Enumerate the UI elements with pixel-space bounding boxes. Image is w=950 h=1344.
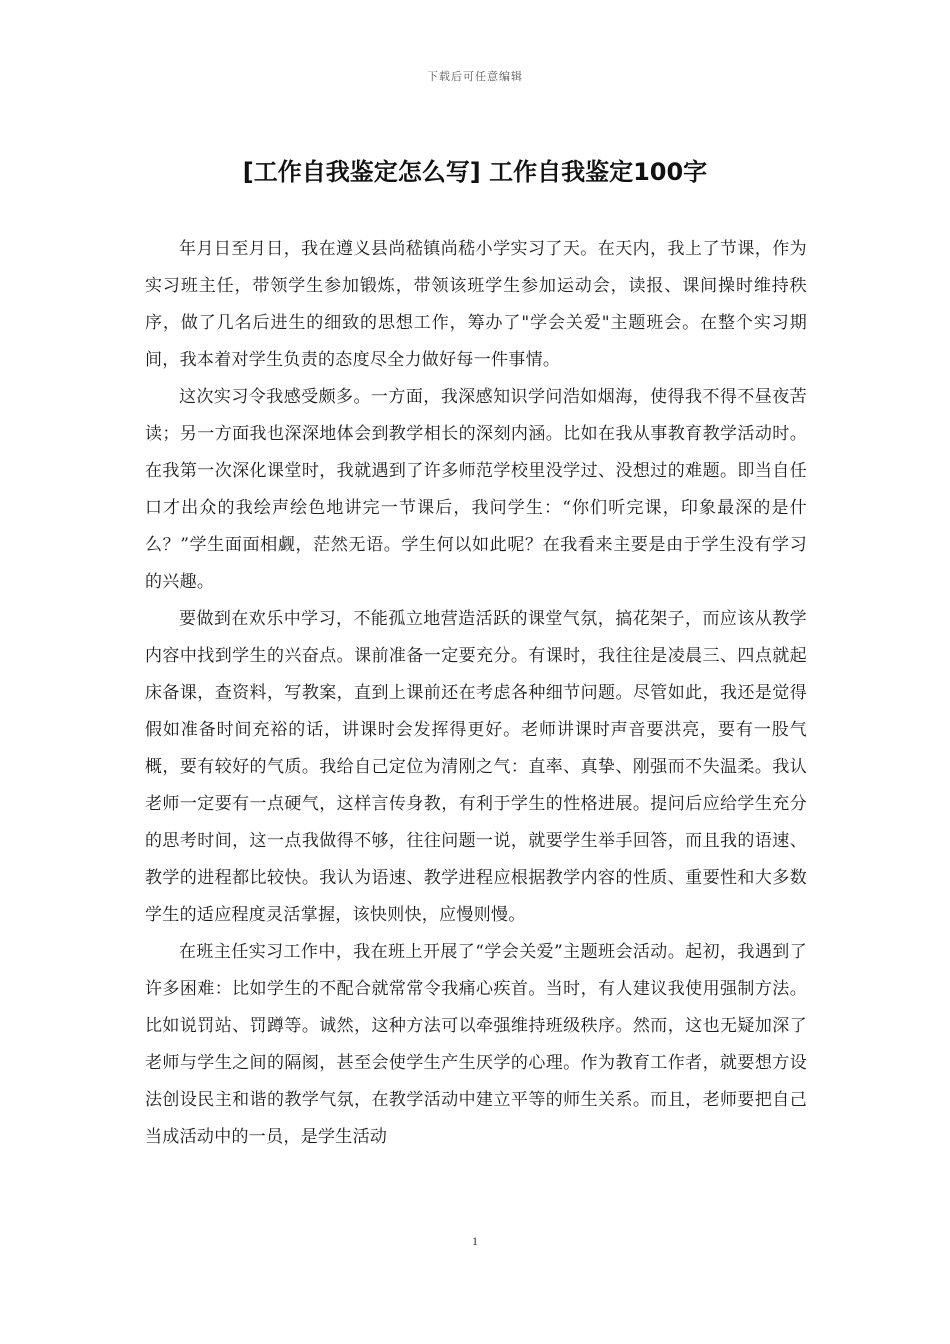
document-title: [工作自我鉴定怎么写] 工作自我鉴定100字 <box>242 158 708 186</box>
paragraph-1: 年月日至月日，我在遵义县尚嵇镇尚嵇小学实习了天。在天内，我上了节课，作为实习班主任，带领学生参加锻炼，带领该班学生参加运动会，读报、课间操时维持秩序，做了几名后进生的细致的思想工作，筹办了"学会关爱"主题班会。在整个实习期间，我本着对学生负责的态度尽全力做好每一件事情。 <box>145 239 807 370</box>
paragraph-3: 要做到在欢乐中学习，不能孤立地营造活跃的课堂气氛，搞花架子，而应该从教学内容中找到学生的兴奋点。课前准备一定要充分。有课时，我往往是凌晨三、四点就起床备课，查资料，写教案，直到上课前还在考虑各种细节问题。尽管如此，我还是觉得假如准备时间充裕的话，讲课时会发挥得更好。老师讲课时声音要洪亮，要有一股气概，要有较好的气质。我给自己定位为清刚之气：直率、真挚、刚强而不失温柔。我认老师一定要有一点硬气，这样言传身教，有利于学生的性格进展。提问后应给学生充分的思考时间，这一点我做得不够，往往问题一说，就要学生举手回答，而且我的语速、教学的进程都比较快。我认为语速、教学进程应根据教学内容的性质、重要性和大多数学生的适应程度灵活掌握，该快则快，应慢则慢。 <box>145 609 807 925</box>
paragraph-4: 在班主任实习工作中，我在班上开展了“学会关爱”主题班会活动。起初，我遇到了许多困难：比如学生的不配合就常常令我痛心疾首。当时，有人建议我使用强制方法。比如说罚站、罚蹲等。诚然，这种方法可以牵强维持班级秩序。然而，这也无疑加深了老师与学生之间的隔阂，甚至会使学生产生厌学的心理。作为教育工作者，就要想方设法创设民主和谐的教学气氛，在教学活动中建立平等的师生关系。而且，老师要把自己当成活动中的一员，是学生活动 <box>145 942 807 1147</box>
document-body <box>145 231 807 1156</box>
paragraph-2: 这次实习令我感受颇多。一方面，我深感知识学问浩如烟海，使得我不得不昼夜苦读；另一方面我也深深地体会到教学相长的深刻内涵。比如在我从事教育教学活动时。在我第一次深化课堂时，我就遇到了许多师范学校里没学过、没想过的难题。即当自任口才出众的我绘声绘色地讲完一节课后，我问学生：“你们听完课，印象最深的是什么？”学生面面相觑，茫然无语。学生何以如此呢？在我看来主要是由于学生没有学习的兴趣。 <box>145 387 807 592</box>
page-number: 1 <box>472 1234 478 1248</box>
page-header-note: 下载后可任意编辑 <box>427 70 523 83</box>
